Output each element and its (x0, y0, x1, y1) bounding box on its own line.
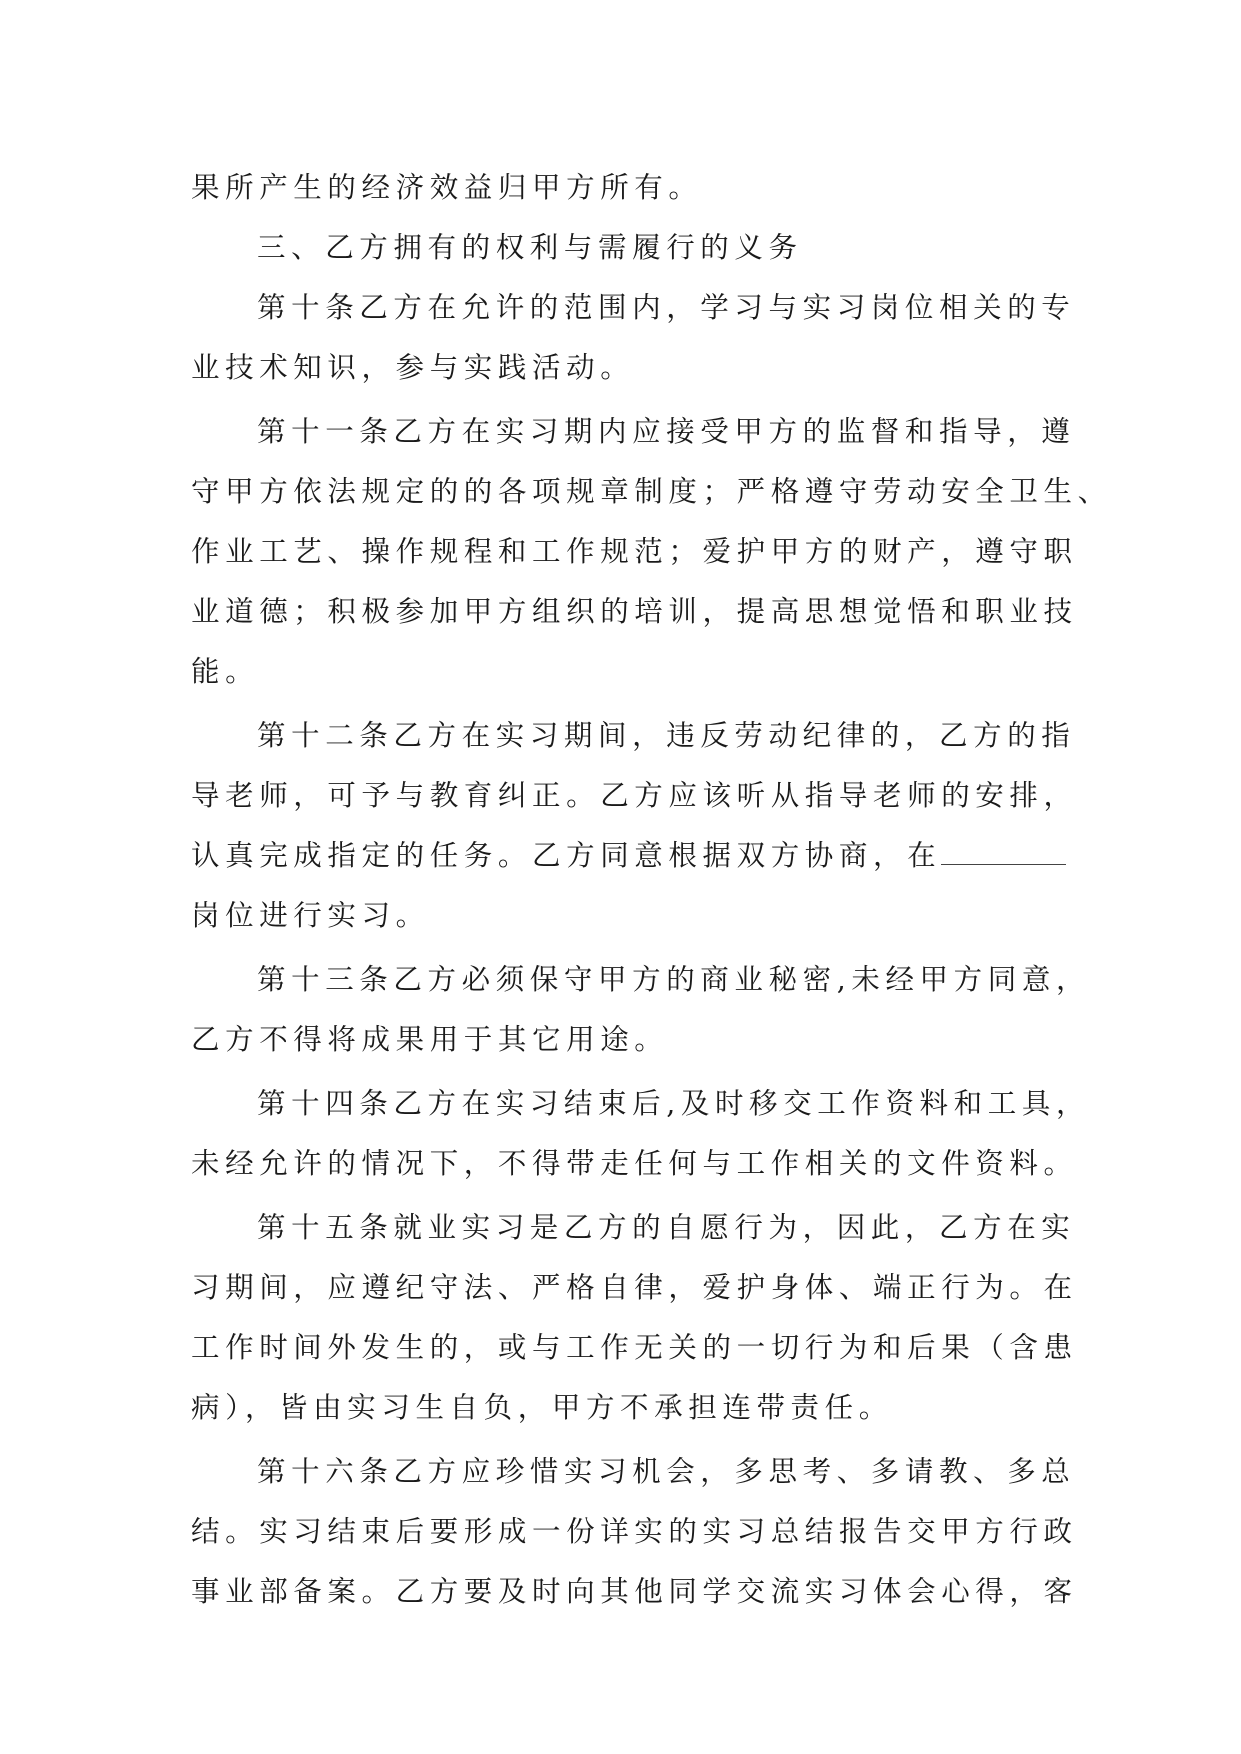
article-12-line-3 (191, 826, 1051, 886)
article-11-line-4: 业道德；积极参加甲方组织的培训，提高思想觉悟和职业技 (191, 595, 1078, 628)
section-heading: 三、乙方拥有的权利与需履行的义务 (257, 231, 803, 264)
paragraph-line: 果所产生的经济效益归甲方所有。 (191, 171, 703, 204)
article-11-line-2: 守甲方依法规定的的各项规章制度；严格遵守劳动安全卫生、 (191, 475, 1112, 508)
article-13-line-2: 乙方不得将成果用于其它用途。 (191, 1023, 669, 1056)
article-15-line-1: 第十五条就业实习是乙方的自愿行为，因此，乙方在实 (257, 1211, 1076, 1244)
fill-in-blank (941, 862, 1066, 865)
article-10-line-1: 第十条乙方在允许的范围内，学习与实习岗位相关的专 (257, 291, 1076, 324)
article-16-line-1: 第十六条乙方应珍惜实习机会，多思考、多请教、多总 (257, 1455, 1076, 1488)
article-10-line-2: 业技术知识，参与实践活动。 (191, 351, 635, 384)
article-14-line-1: 第十四条乙方在实习结束后,及时移交工作资料和工具， (257, 1087, 1091, 1120)
article-12-line-3-text: 认真完成指定的任务。乙方同意根据双方协商，在 (191, 839, 942, 872)
article-15-line-3: 工作时间外发生的，或与工作无关的一切行为和后果（含患 (191, 1331, 1078, 1364)
document-page (191, 158, 1112, 1622)
article-15-line-2: 习期间，应遵纪守法、严格自律，爱护身体、端正行为。在 (191, 1271, 1078, 1304)
article-16-line-3: 事业部备案。乙方要及时向其他同学交流实习体会心得，客 (191, 1575, 1078, 1608)
article-16-line-2: 结。实习结束后要形成一份详实的实习总结报告交甲方行政 (191, 1515, 1078, 1548)
article-12-line-2: 导老师，可予与教育纠正。乙方应该听从指导老师的安排， (191, 779, 1078, 812)
article-12-line-1: 第十二条乙方在实习期间，违反劳动纪律的，乙方的指 (257, 719, 1076, 752)
article-11-line-3: 作业工艺、操作规程和工作规范；爱护甲方的财产，遵守职 (191, 535, 1078, 568)
article-14-line-2: 未经允许的情况下，不得带走任何与工作相关的文件资料。 (191, 1147, 1078, 1180)
article-11-line-1: 第十一条乙方在实习期内应接受甲方的监督和指导，遵 (257, 415, 1076, 448)
article-11-line-5: 能。 (191, 655, 260, 688)
article-12-line-4: 岗位进行实习。 (191, 899, 430, 932)
article-13-line-1: 第十三条乙方必须保守甲方的商业秘密,未经甲方同意， (257, 963, 1091, 996)
article-15-line-4: 病），皆由实习生自负，甲方不承担连带责任。 (191, 1391, 893, 1424)
